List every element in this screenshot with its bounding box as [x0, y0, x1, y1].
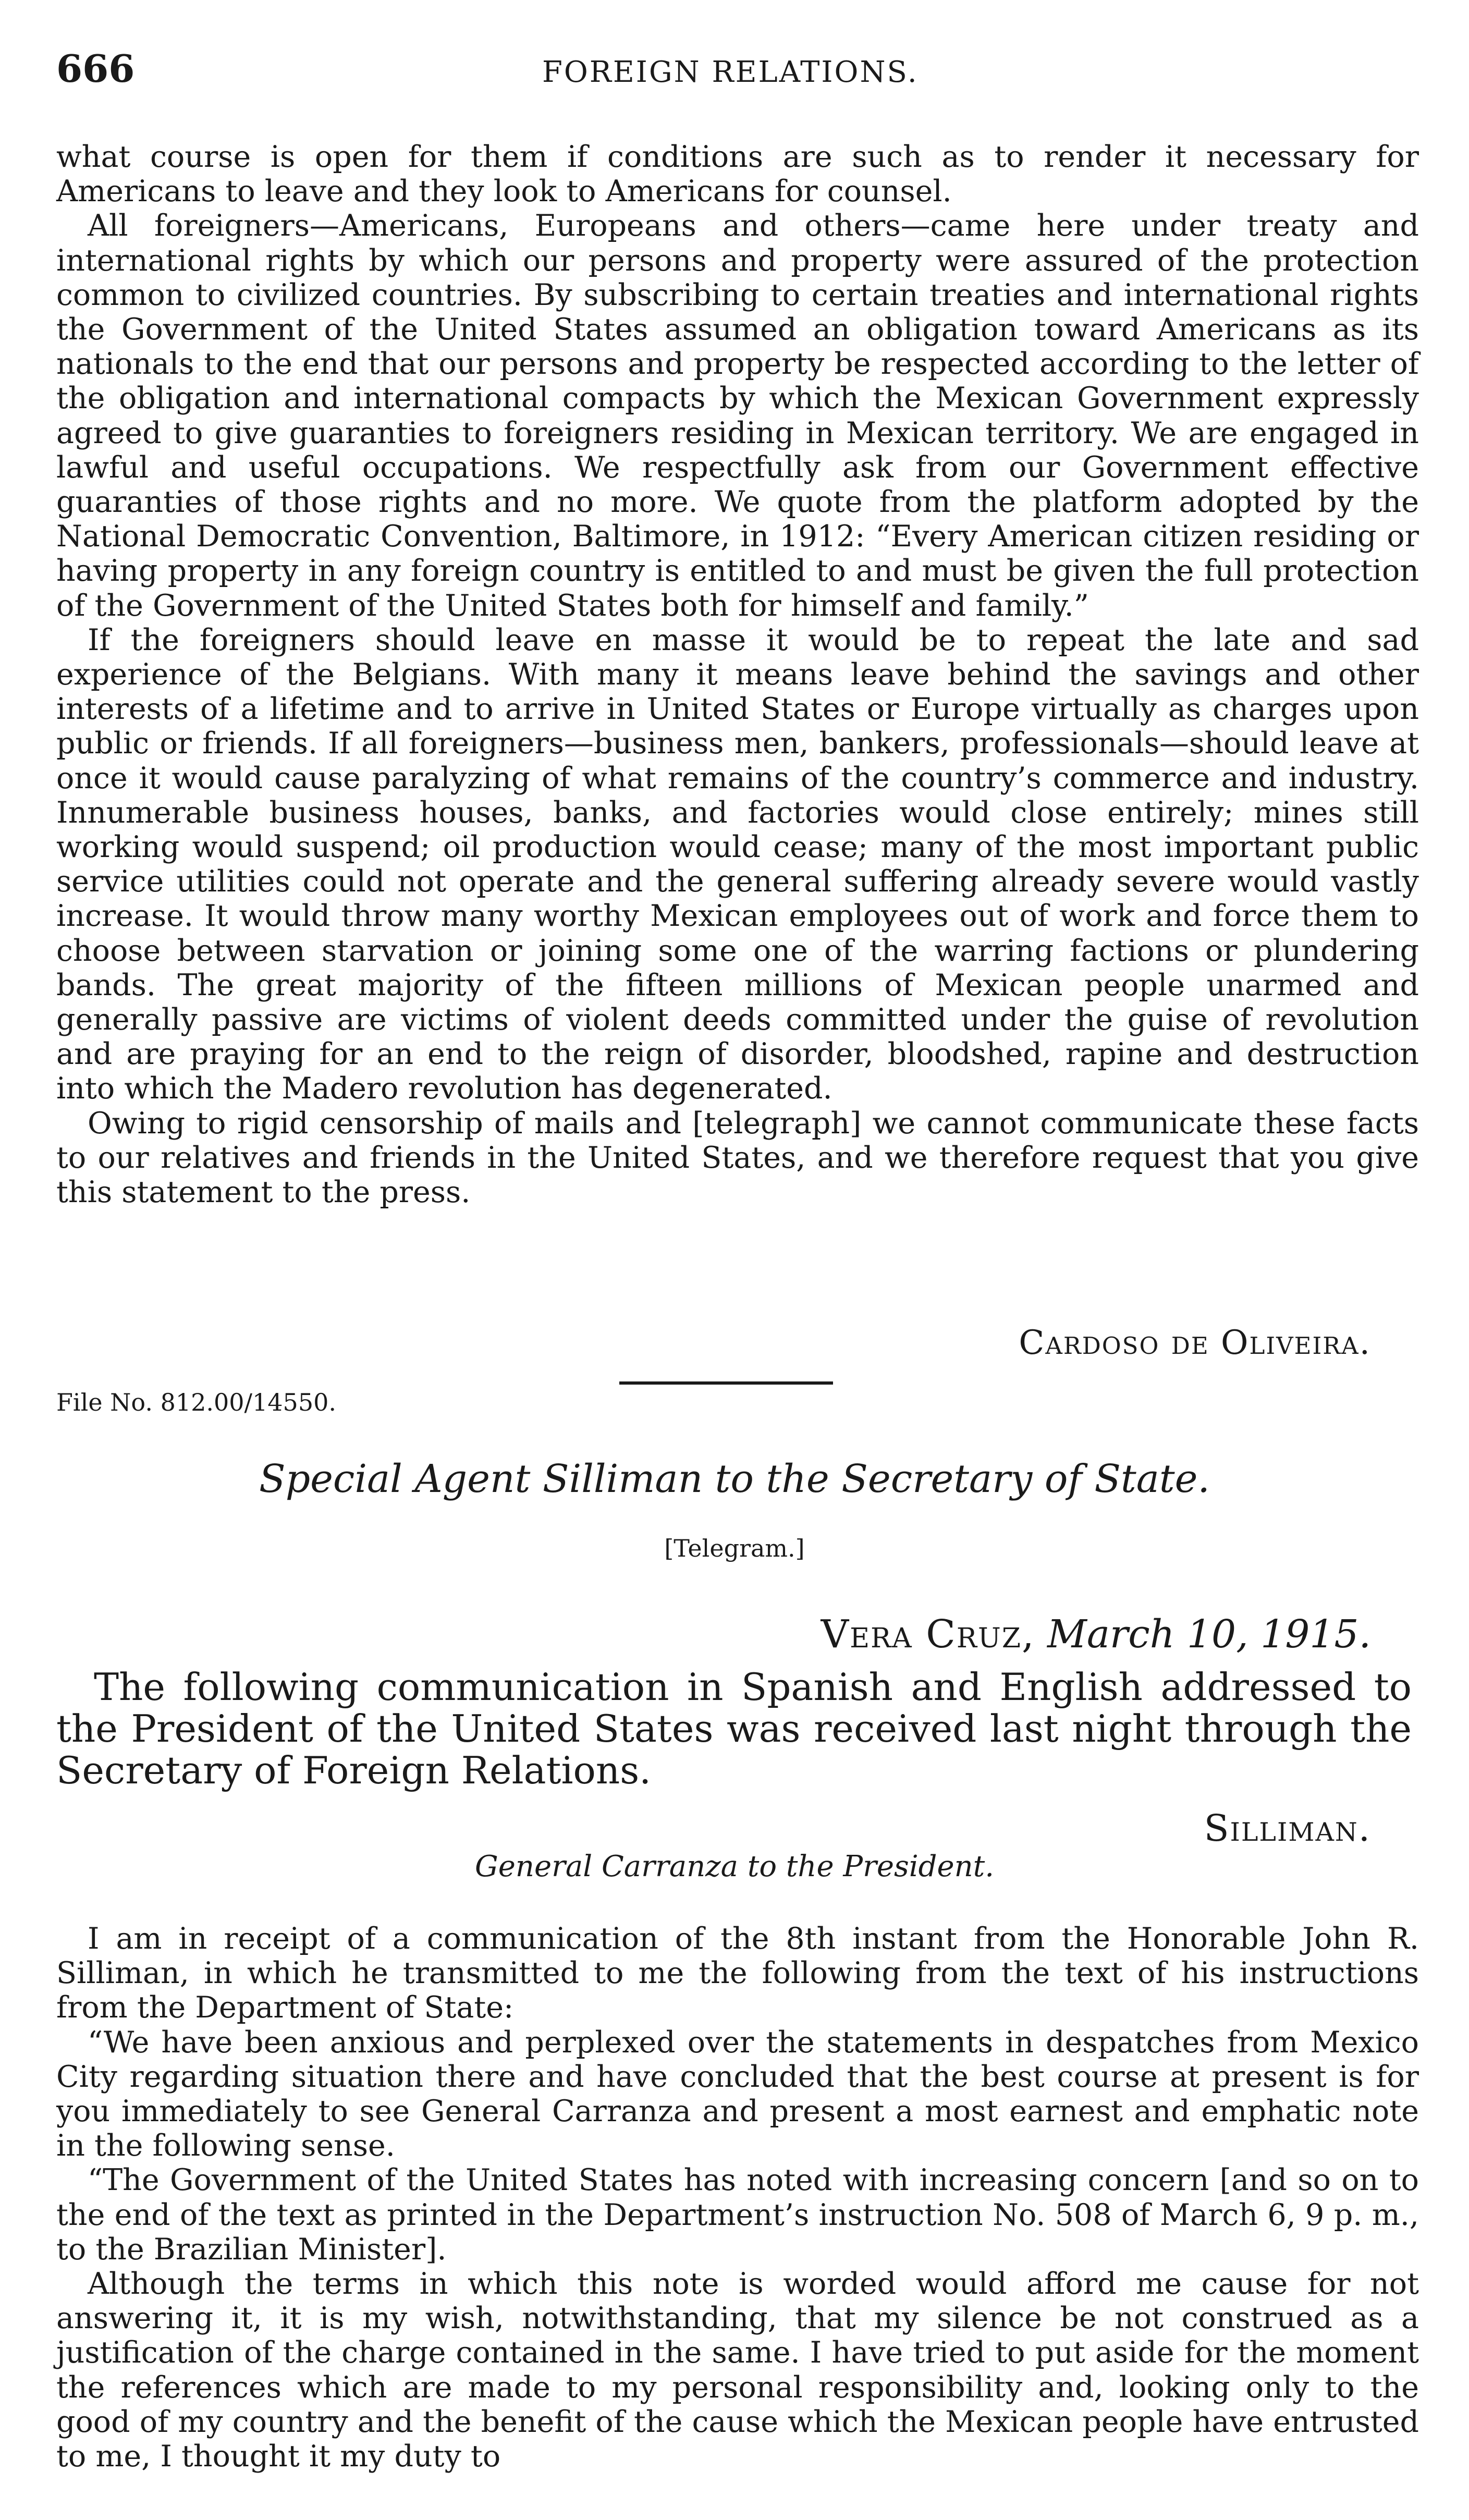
- doc1-signature: Cardoso de Oliveira.: [1019, 1324, 1371, 1362]
- doc1-paragraph: Owing to rigid censorship of mails and [telegraph] we cannot communicate these facts to our relatives and friends in the United States, and we therefore request that you give this statement to the press.: [56, 1106, 1419, 1210]
- page-number: 666: [56, 46, 135, 91]
- doc2-heading: Special Agent Silliman to the Secretary of State.: [259, 1457, 1210, 1501]
- separator-rule: [619, 1381, 833, 1385]
- doc2-signature: Silliman.: [1204, 1807, 1371, 1850]
- telegram-message: [56, 1666, 1412, 1791]
- doc2-body: [56, 1922, 1419, 2474]
- telegram-label: [Telegram.]: [664, 1534, 805, 1562]
- doc2-paragraph: “The Government of the United States has noted with increasing concern [and so on to the end of the text as printed in the Department’s instruction No. 508 of March 6, 9 p. m., to the Brazilian Minister].: [56, 2163, 1419, 2267]
- doc1-paragraph: what course is open for them if conditions are such as to render it necessary for Americans to leave and they look to Americans for counsel.: [56, 140, 1419, 209]
- doc1-body: [56, 140, 1419, 1209]
- dateline-date: March 10, 1915.: [1047, 1612, 1371, 1657]
- doc2-paragraph: “We have been anxious and perplexed over the statements in despatches from Mexico City regarding situation there and have concluded that the best course at present is for you immediately to see General Carranza and present a most earnest and emphatic note in the following sense.: [56, 2025, 1419, 2163]
- running-title: FOREIGN RELATIONS.: [542, 55, 919, 89]
- doc1-paragraph: All foreigners—Americans, Europeans and others—came here under treaty and international rights by which our persons and property were assured of the protection common to civilized countries. By subscribing to certain treaties and international rights the Government of the United States assumed an obligation toward Americans as its nationals to the end that our persons and property be respected according to the letter of the obligation and international compacts by which the Mexican Government expressly agreed to give guaranties to foreigners residing in Mexican territory. We are engaged in lawful and useful occupations. We respectfully ask from our Government effective guaranties of those rights and no more. We quote from the platform adopted by the National Democratic Convention, Baltimore, in 1912: “Every American citizen residing or having property in any foreign country is entitled to and must be given the full protection of the Government of the United States both for himself and family.”: [56, 209, 1419, 623]
- dateline-place: Vera Cruz,: [821, 1612, 1035, 1657]
- telegram-message-text: The following communication in Spanish and English addressed to the President of the United States was received last night through the Secretary of Foreign Relations.: [56, 1665, 1412, 1792]
- file-number: File No. 812.00/14550.: [56, 1388, 336, 1416]
- doc2-paragraph: I am in receipt of a communication of the 8th instant from the Honorable John R. Silliman, in which he transmitted to me the following from the text of his instructions from the Department of State:: [56, 1922, 1419, 2025]
- doc2-paragraph: Although the terms in which this note is worded would afford me cause for not answering it, it is my wish, notwithstanding, that my silence be not construed as a justification of the charge contained in the same. I have tried to put aside for the moment the references which are made to my personal responsibility and, looking only to the good of my country and the benefit of the cause which the Mexican people have entrusted to me, I thought it my duty to: [56, 2267, 1419, 2474]
- enclosure-heading: General Carranza to the President.: [475, 1850, 994, 1883]
- doc1-paragraph: If the foreigners should leave en masse it would be to repeat the late and sad experience of the Belgians. With many it means leave behind the savings and other interests of a lifetime and to arrive in United States or Europe virtually as charges upon public or friends. If all foreigners—business men, bankers, professionals—should leave at once it would cause paralyzing of what remains of the country’s commerce and industry. Innumerable business houses, banks, and factories would close entirely; mines still working would suspend; oil production would cease; many of the most important public service utilities could not operate and the general suffering already severe would vastly increase. It would throw many worthy Mexican employees out of work and force them to choose between starvation or joining some one of the warring factions or plundering bands. The great majority of the fifteen millions of Mexican people unarmed and generally passive are victims of violent deeds committed under the guise of revolution and are praying for an end to the reign of disorder, bloodshed, rapine and destruction into which the Madero revolution has degenerated.: [56, 622, 1419, 1106]
- dateline: [626, 1611, 1371, 1658]
